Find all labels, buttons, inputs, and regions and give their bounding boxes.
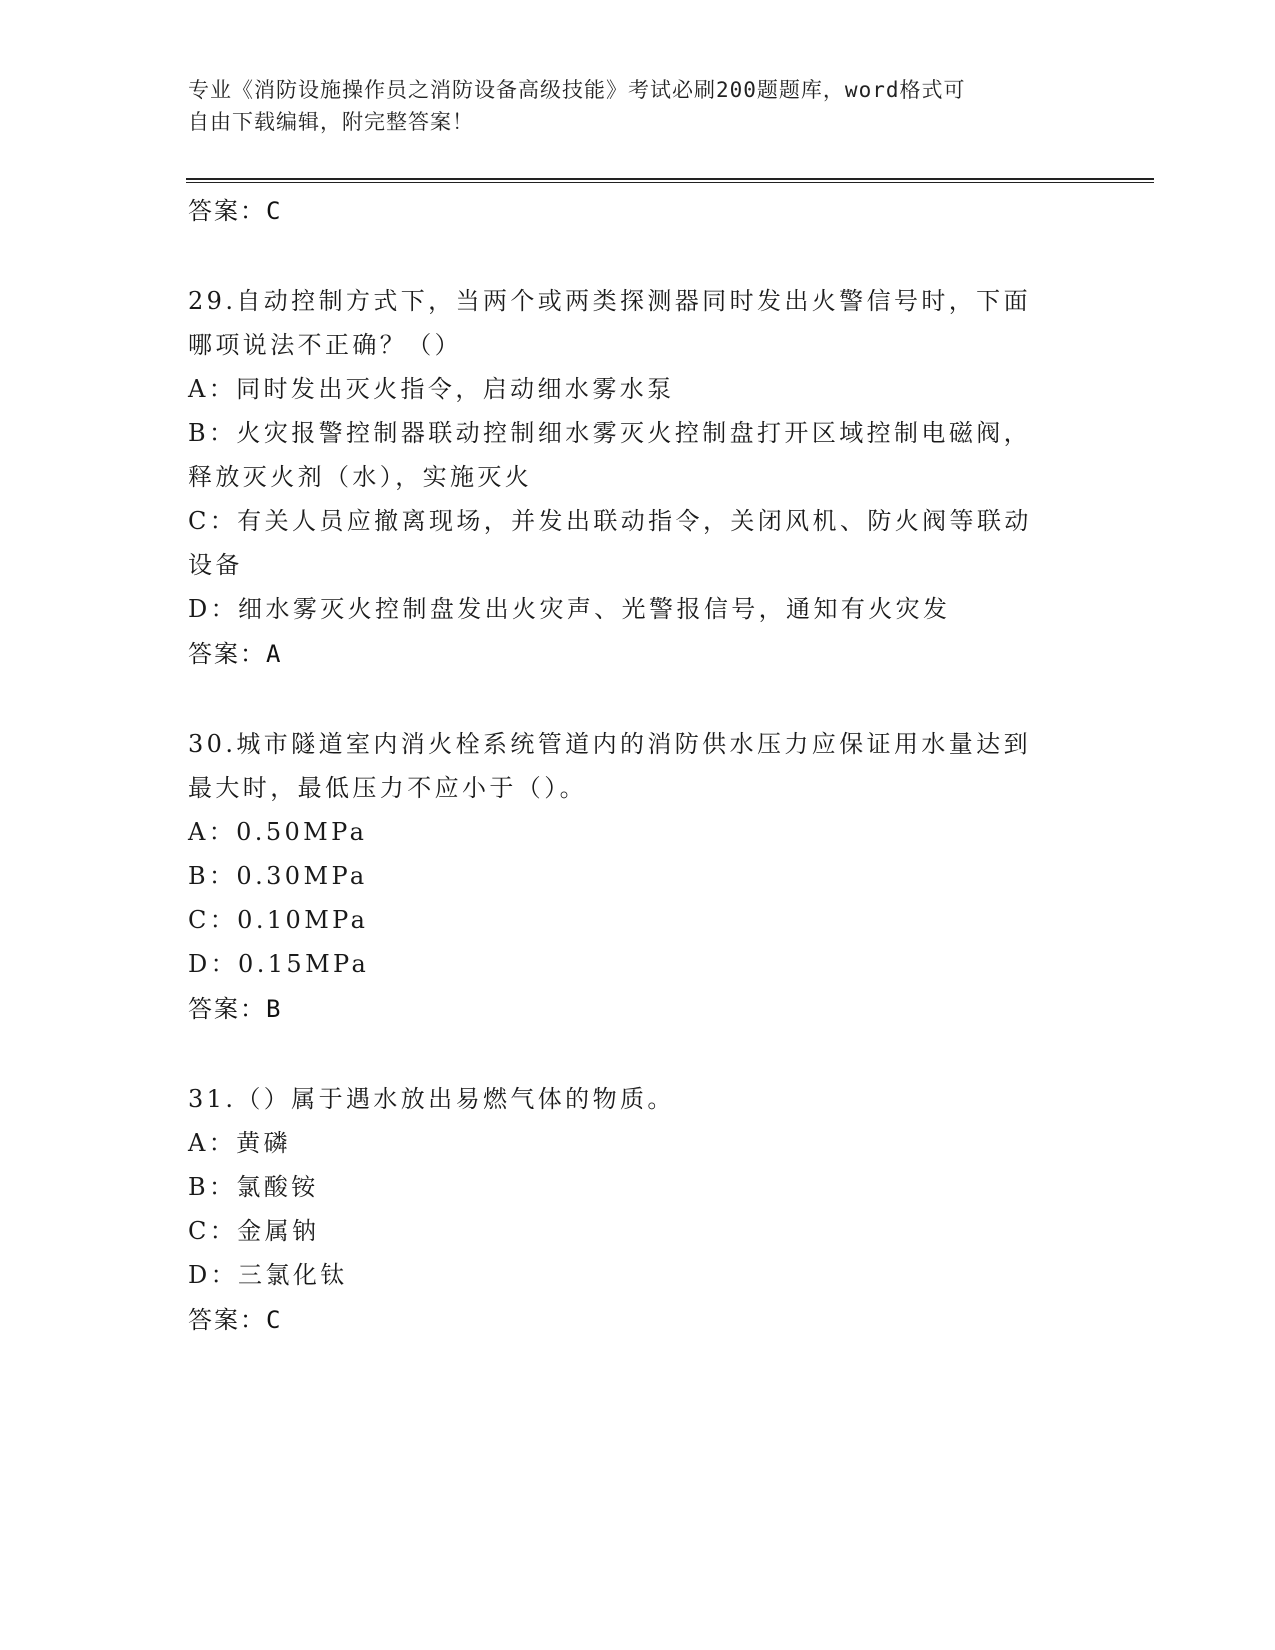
option-b: B：氯酸铵	[188, 1173, 319, 1201]
document-header	[188, 74, 1068, 138]
answer-value: C	[266, 197, 282, 225]
option-c-continued: 设备	[188, 551, 243, 579]
document-body	[188, 188, 1088, 1343]
option-d: D：0.15MPa	[188, 950, 370, 978]
header-divider-thin	[186, 182, 1154, 183]
question-29	[188, 279, 1088, 677]
answer-value: B	[266, 995, 282, 1023]
question-text-line: 29.自动控制方式下，当两个或两类探测器同时发出火警信号时，下面	[188, 287, 1031, 315]
option-c: C：金属钠	[188, 1217, 320, 1245]
answer-value: A	[266, 640, 282, 668]
answer-label: 答案：	[188, 640, 266, 668]
option-c: C：0.10MPa	[188, 906, 369, 934]
question-text-line: 哪项说法不正确？（）	[188, 331, 462, 359]
question-text-line: 30.城市隧道室内消火栓系统管道内的消防供水压力应保证用水量达到	[188, 730, 1031, 758]
option-b: B：0.30MPa	[188, 862, 368, 890]
option-d: D：三氯化钛	[188, 1261, 348, 1289]
answer-label: 答案：	[188, 995, 266, 1023]
header-line-2: 自由下载编辑，附完整答案！	[188, 110, 474, 134]
option-a: A：0.50MPa	[188, 818, 368, 846]
option-a: A：同时发出灭火指令，启动细水雾水泵	[188, 375, 675, 403]
answer-label: 答案：	[188, 197, 266, 225]
answer-value: C	[266, 1306, 282, 1334]
question-30	[188, 722, 1088, 1032]
option-a: A：黄磷	[188, 1129, 291, 1157]
answer-label: 答案：	[188, 1306, 266, 1334]
answer-line	[188, 188, 1088, 234]
option-b-continued: 释放灭火剂（水），实施灭火	[188, 463, 533, 491]
header-divider	[186, 178, 1154, 180]
answer-line	[188, 986, 1088, 1032]
option-b: B：火灾报警控制器联动控制细水雾灭火控制盘打开区域控制电磁阀，	[188, 419, 1032, 447]
question-31	[188, 1077, 1088, 1343]
question-text-line: 31.（）属于遇水放出易燃气体的物质。	[188, 1085, 675, 1113]
answer-line	[188, 631, 1088, 677]
option-c: C：有关人员应撤离现场，并发出联动指令，关闭风机、防火阀等联动	[188, 507, 1032, 535]
question-text-line: 最大时，最低压力不应小于（）。	[188, 774, 587, 802]
header-line-1: 专业《消防设施操作员之消防设备高级技能》考试必刷200题题库，word格式可	[188, 78, 966, 102]
option-d: D：细水雾灭火控制盘发出火灾声、光警报信号，通知有火灾发	[188, 595, 951, 623]
answer-line	[188, 1297, 1088, 1343]
